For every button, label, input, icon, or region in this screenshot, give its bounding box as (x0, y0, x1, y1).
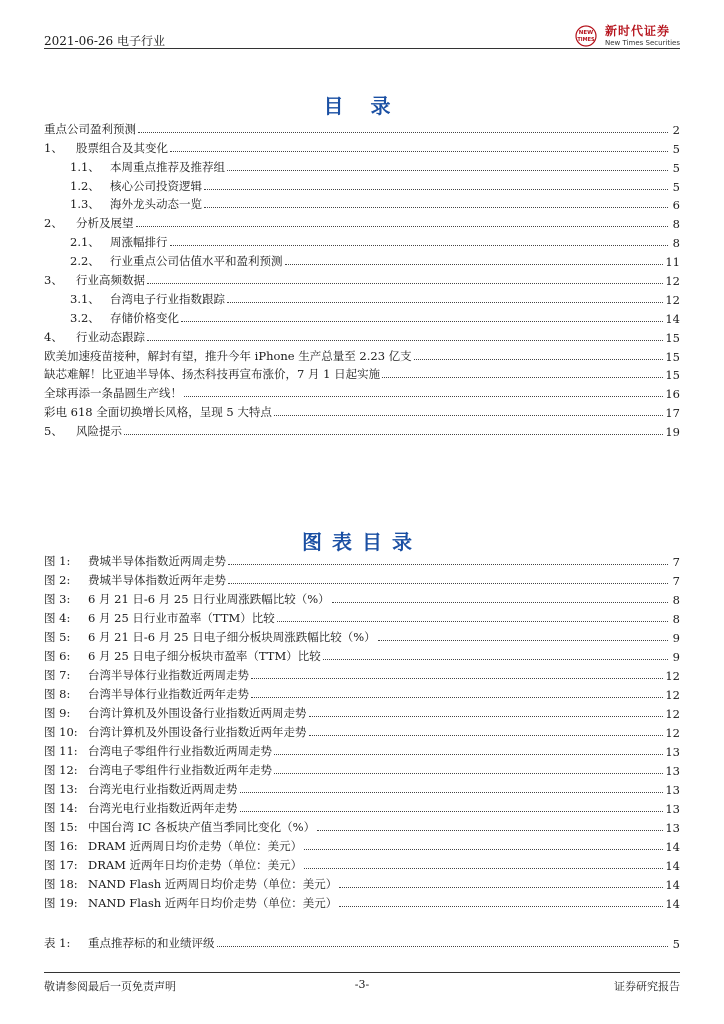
tables-list (44, 932, 680, 951)
figure-entry-number: 图 15: (44, 820, 78, 834)
figure-entry-page: 8 (672, 612, 680, 626)
figure-entry[interactable] (44, 892, 680, 911)
figure-entry-number: 图 3: (44, 592, 71, 606)
toc-entry[interactable] (44, 194, 680, 213)
figure-entry-text: 6 月 21 日-6 月 25 日行业周涨跌幅比较（%） (88, 592, 330, 606)
figure-entry[interactable] (44, 778, 680, 797)
figure-entry-number: 图 16: (44, 839, 78, 853)
figure-entry-text: 台湾光电行业指数近两周走势 (88, 782, 238, 796)
dot-leader (274, 414, 663, 416)
figure-entry-page: 8 (672, 593, 680, 607)
figure-entry-label (44, 857, 302, 873)
dot-leader (138, 131, 668, 133)
toc-entry-number: 3.2、 (70, 310, 100, 325)
toc-entry-number: 2、 (44, 216, 63, 231)
figure-entry[interactable] (44, 759, 680, 778)
toc-entry-text: 重点公司盈利预测 (44, 121, 136, 136)
toc-entry-page: 12 (665, 274, 680, 289)
dot-leader (124, 433, 663, 435)
figure-entry-text: DRAM 近两周日均价走势（单位：美元） (88, 839, 303, 853)
figure-entry-label (44, 591, 330, 607)
figure-entry-text: 中国台湾 IC 各板块产值当季同比变化（%） (88, 820, 316, 834)
toc-entry-label (44, 121, 136, 137)
figure-entry-page: 12 (665, 726, 680, 740)
figure-entry[interactable] (44, 607, 680, 626)
figure-entry-page: 9 (672, 631, 680, 645)
toc-entry-text: 全球再添一条晶圆生产线！ (44, 386, 182, 401)
page-footer (44, 978, 680, 994)
dot-leader (251, 696, 663, 698)
toc-entry-label (44, 385, 182, 401)
toc-entry[interactable] (44, 364, 680, 383)
figures-list (44, 550, 680, 911)
figure-entry-page: 14 (665, 840, 680, 854)
figure-entry-number: 图 12: (44, 763, 78, 777)
figure-entry-text: 台湾半导体行业指数近两年走势 (88, 687, 249, 701)
dot-leader (251, 677, 663, 679)
figure-entry-label (44, 876, 337, 892)
toc-entry-page: 11 (665, 255, 680, 270)
figure-entry-page: 14 (665, 897, 680, 911)
toc-entry-page: 17 (665, 406, 680, 421)
figure-entry-page: 13 (665, 764, 680, 778)
toc-entry-number: 1.2、 (70, 178, 100, 193)
figure-entry[interactable] (44, 588, 680, 607)
figure-entry[interactable] (44, 797, 680, 816)
svg-text:TIMES: TIMES (577, 37, 595, 43)
table-entry[interactable] (44, 932, 680, 951)
figure-entry-label (44, 819, 315, 835)
toc-entry-page: 6 (672, 198, 680, 213)
figure-entry-number: 图 8: (44, 687, 71, 701)
figure-entry-page: 14 (665, 859, 680, 873)
dot-leader (274, 753, 663, 755)
toc-entry-label (44, 140, 168, 156)
figure-entry-page: 13 (665, 802, 680, 816)
dot-leader (274, 772, 663, 774)
dot-leader (217, 945, 669, 947)
figure-entry-label (44, 743, 272, 759)
figure-entry-number: 图 7: (44, 668, 71, 682)
toc-entry-number: 4、 (44, 329, 63, 344)
figure-entry-label (44, 648, 321, 664)
dot-leader (378, 639, 668, 641)
toc-entry-label (44, 178, 202, 194)
figure-entry-text: NAND Flash 近两周日均价走势（单位：美元） (88, 877, 338, 891)
figure-entry-label (44, 781, 238, 797)
page-header (44, 24, 680, 50)
figure-entry-label (44, 838, 302, 854)
figure-entry[interactable] (44, 835, 680, 854)
toc-entry-page: 12 (665, 292, 680, 307)
toc-entry-text: 行业重点公司估值水平和盈利预测 (110, 254, 283, 269)
toc-entry-number: 2.2、 (70, 254, 100, 269)
dot-leader (228, 563, 668, 565)
toc-entry-number: 5、 (44, 424, 63, 439)
footer-disclaimer-note: 敬请参阅最后一页免责声明 (44, 980, 176, 993)
toc-entry-label (44, 329, 145, 345)
toc-entry-page: 15 (665, 330, 680, 345)
toc-entry[interactable] (44, 250, 680, 269)
figure-entry-page: 13 (665, 783, 680, 797)
toc-entry-number: 1、 (44, 140, 63, 155)
toc-entry[interactable] (44, 212, 680, 231)
dot-leader (309, 734, 664, 736)
dot-leader (332, 601, 668, 603)
logo-chinese-name: 新时代证券 (605, 24, 671, 38)
toc-entry-page: 14 (665, 311, 680, 326)
figure-entry-page: 12 (665, 688, 680, 702)
toc-entry-label (44, 423, 122, 439)
dot-leader (285, 263, 664, 265)
figure-entry-number: 图 2: (44, 573, 71, 587)
figure-entry-label (44, 895, 337, 911)
figure-entry[interactable] (44, 569, 680, 588)
figure-entry-number: 图 9: (44, 706, 71, 720)
figure-entry-text: 台湾计算机及外围设备行业指数近两年走势 (88, 725, 307, 739)
toc-entry[interactable] (44, 137, 680, 156)
figure-entry-number: 图 10: (44, 725, 78, 739)
figure-entry-text: 6 月 25 日行业市盈率（TTM）比较 (88, 611, 275, 625)
figure-entry[interactable] (44, 645, 680, 664)
figure-entry-text: 费城半导体指数近两年走势 (88, 573, 226, 587)
toc-entry-text: 缺芯难解！比亚迪半导体、扬杰科技再宣布涨价，7 月 1 日起实施 (44, 367, 381, 382)
toc-entry[interactable] (44, 175, 680, 194)
dot-leader (323, 658, 668, 660)
toc-entry-text: 行业高频数据 (76, 273, 145, 288)
figure-entry-label (44, 724, 307, 740)
dot-leader (227, 301, 663, 303)
figure-entry[interactable] (44, 664, 680, 683)
dot-leader (339, 886, 663, 888)
toc-entry-text: 风险提示 (76, 424, 122, 439)
toc-entry-label (44, 196, 202, 212)
figure-entry-label (44, 705, 307, 721)
figures-toc-title: 图表目录 (302, 530, 422, 554)
toc-entry-page: 5 (672, 160, 680, 175)
toc-entry-page: 16 (665, 387, 680, 402)
figure-entry-number: 图 11: (44, 744, 78, 758)
table-entry-number: 表 1: (44, 936, 71, 950)
figure-entry-number: 图 18: (44, 877, 78, 891)
figure-entry-label (44, 686, 249, 702)
header-divider (44, 48, 680, 49)
toc-entry[interactable] (44, 326, 680, 345)
toc-entry-page: 2 (672, 122, 680, 137)
toc-entry-text: 台湾电子行业指数跟踪 (110, 291, 225, 306)
figure-entry-page: 7 (672, 555, 680, 569)
toc-entry-text: 存储价格变化 (110, 310, 179, 325)
figure-entry-page: 7 (672, 574, 680, 588)
table-of-contents (44, 118, 680, 439)
toc-entry-number: 2.1、 (70, 235, 100, 250)
figure-entry-text: 6 月 25 日电子细分板块市盈率（TTM）比较 (88, 649, 321, 663)
figure-entry[interactable] (44, 721, 680, 740)
toc-entry-page: 8 (672, 217, 680, 232)
toc-entry-label (44, 291, 225, 307)
toc-entry-page: 5 (672, 179, 680, 194)
toc-entry-page: 15 (665, 349, 680, 364)
table-entry-text: 重点推荐标的和业绩评级 (88, 936, 215, 950)
toc-entry[interactable] (44, 288, 680, 307)
toc-entry-label (44, 215, 134, 231)
figure-entry-text: 台湾电子零组件行业指数近两年走势 (88, 763, 272, 777)
figure-entry-page: 12 (665, 707, 680, 721)
toc-entry-label (44, 404, 272, 420)
logo-emblem-icon (571, 24, 601, 48)
toc-entry[interactable] (44, 156, 680, 175)
figure-entry-label (44, 553, 226, 569)
toc-entry-label (44, 366, 380, 382)
figure-entry-text: 台湾光电行业指数近两年走势 (88, 801, 238, 815)
figure-entry-text: DRAM 近两年日均价走势（单位：美元） (88, 858, 303, 872)
figure-entry-text: 费城半导体指数近两周走势 (88, 554, 226, 568)
figure-entry-page: 13 (665, 821, 680, 835)
dot-leader (136, 225, 669, 227)
toc-entry[interactable] (44, 118, 680, 137)
dot-leader (184, 395, 663, 397)
dot-leader (227, 169, 668, 171)
dot-leader (228, 582, 668, 584)
figure-entry-number: 图 13: (44, 782, 78, 796)
toc-entry-label (44, 234, 168, 250)
toc-entry-page: 15 (665, 368, 680, 383)
toc-entry-number: 3、 (44, 273, 63, 288)
figure-entry-text: NAND Flash 近两年日均价走势（单位：美元） (88, 896, 338, 910)
dot-leader (204, 188, 668, 190)
dot-leader (414, 358, 664, 360)
figure-entry-number: 图 17: (44, 858, 78, 872)
toc-entry-text: 海外龙头动态一览 (110, 197, 202, 212)
figure-entry-page: 13 (665, 745, 680, 759)
toc-entry-text: 股票组合及其变化 (76, 140, 168, 155)
toc-entry[interactable] (44, 307, 680, 326)
toc-entry[interactable] (44, 231, 680, 250)
figure-entry-label (44, 572, 226, 588)
figure-entry[interactable] (44, 816, 680, 835)
figure-entry-number: 图 1: (44, 554, 71, 568)
toc-entry-text: 欧美加速疫苗接种，解封有望，推升今年 iPhone 生产总量至 2.23 亿支 (44, 348, 412, 363)
figure-entry-number: 图 5: (44, 630, 71, 644)
dot-leader (147, 282, 663, 284)
logo-english-name: New Times Securities (605, 39, 680, 47)
dot-leader (240, 791, 664, 793)
svg-text:NEW: NEW (578, 30, 594, 36)
dot-leader (147, 339, 663, 341)
toc-entry-label (44, 253, 283, 269)
dot-leader (170, 150, 668, 152)
toc-entry-text: 分析及展望 (76, 216, 134, 231)
figure-entry-label (44, 610, 275, 626)
toc-entry-label (44, 159, 225, 175)
figure-entry[interactable] (44, 873, 680, 892)
toc-title: 目 录 (323, 94, 401, 118)
figure-entry[interactable] (44, 550, 680, 569)
figure-entry-label (44, 762, 272, 778)
figure-entry-label (44, 800, 238, 816)
dot-leader (309, 715, 664, 717)
toc-entry-text: 核心公司投资逻辑 (110, 178, 202, 193)
toc-entry-text: 本周重点推荐及推荐组 (110, 159, 225, 174)
dot-leader (339, 905, 663, 907)
dot-leader (204, 206, 668, 208)
header-date-industry: 2021-06-26 电子行业 (44, 34, 166, 48)
dot-leader (181, 320, 663, 322)
figure-entry-label (44, 667, 249, 683)
figure-entry-label (44, 629, 376, 645)
dot-leader (304, 848, 663, 850)
figure-entry[interactable] (44, 854, 680, 873)
toc-entry-page: 5 (672, 141, 680, 156)
dot-leader (277, 620, 668, 622)
dot-leader (317, 829, 663, 831)
toc-entry-text: 周涨幅排行 (110, 235, 168, 250)
toc-entry[interactable] (44, 345, 680, 364)
figure-entry-number: 图 4: (44, 611, 71, 625)
figure-entry-text: 台湾半导体行业指数近两周走势 (88, 668, 249, 682)
toc-entry-page: 8 (672, 236, 680, 251)
footer-report-type: 证券研究报告 (614, 980, 680, 993)
toc-entry-text: 彩电 618 全面切换增长风格，呈现 5 大特点 (44, 405, 272, 420)
dot-leader (240, 810, 664, 812)
toc-entry-number: 1.3、 (70, 197, 100, 212)
toc-entry-number: 3.1、 (70, 291, 100, 306)
page-number: -3- (354, 978, 370, 991)
toc-entry[interactable] (44, 401, 680, 420)
toc-entry-text: 行业动态跟踪 (76, 329, 145, 344)
toc-entry-number: 1.1、 (70, 159, 100, 174)
figure-entry-number: 图 6: (44, 649, 71, 663)
toc-entry[interactable] (44, 269, 680, 288)
toc-entry-label (44, 310, 179, 326)
toc-entry[interactable] (44, 420, 680, 439)
figure-entry[interactable] (44, 626, 680, 645)
toc-entry[interactable] (44, 382, 680, 401)
figure-entry-text: 台湾电子零组件行业指数近两周走势 (88, 744, 272, 758)
figure-entry[interactable] (44, 702, 680, 721)
dot-leader (304, 867, 663, 869)
figure-entry-text: 台湾计算机及外围设备行业指数近两周走势 (88, 706, 307, 720)
toc-entry-label (44, 272, 145, 288)
footer-divider (44, 972, 680, 973)
dot-leader (170, 244, 669, 246)
figure-entry-page: 12 (665, 669, 680, 683)
toc-entry-label (44, 348, 412, 364)
figure-entry-page: 9 (672, 650, 680, 664)
figure-entry-text: 6 月 21 日-6 月 25 日电子细分板块周涨跌幅比较（%） (88, 630, 376, 644)
figure-entry[interactable] (44, 740, 680, 759)
figure-entry-number: 图 19: (44, 896, 78, 910)
figure-entry-number: 图 14: (44, 801, 78, 815)
figure-entry[interactable] (44, 683, 680, 702)
toc-entry-page: 19 (665, 425, 680, 440)
figure-entry-page: 14 (665, 878, 680, 892)
table-entry-label (44, 935, 215, 951)
table-entry-page: 5 (672, 937, 680, 951)
dot-leader (382, 376, 663, 378)
